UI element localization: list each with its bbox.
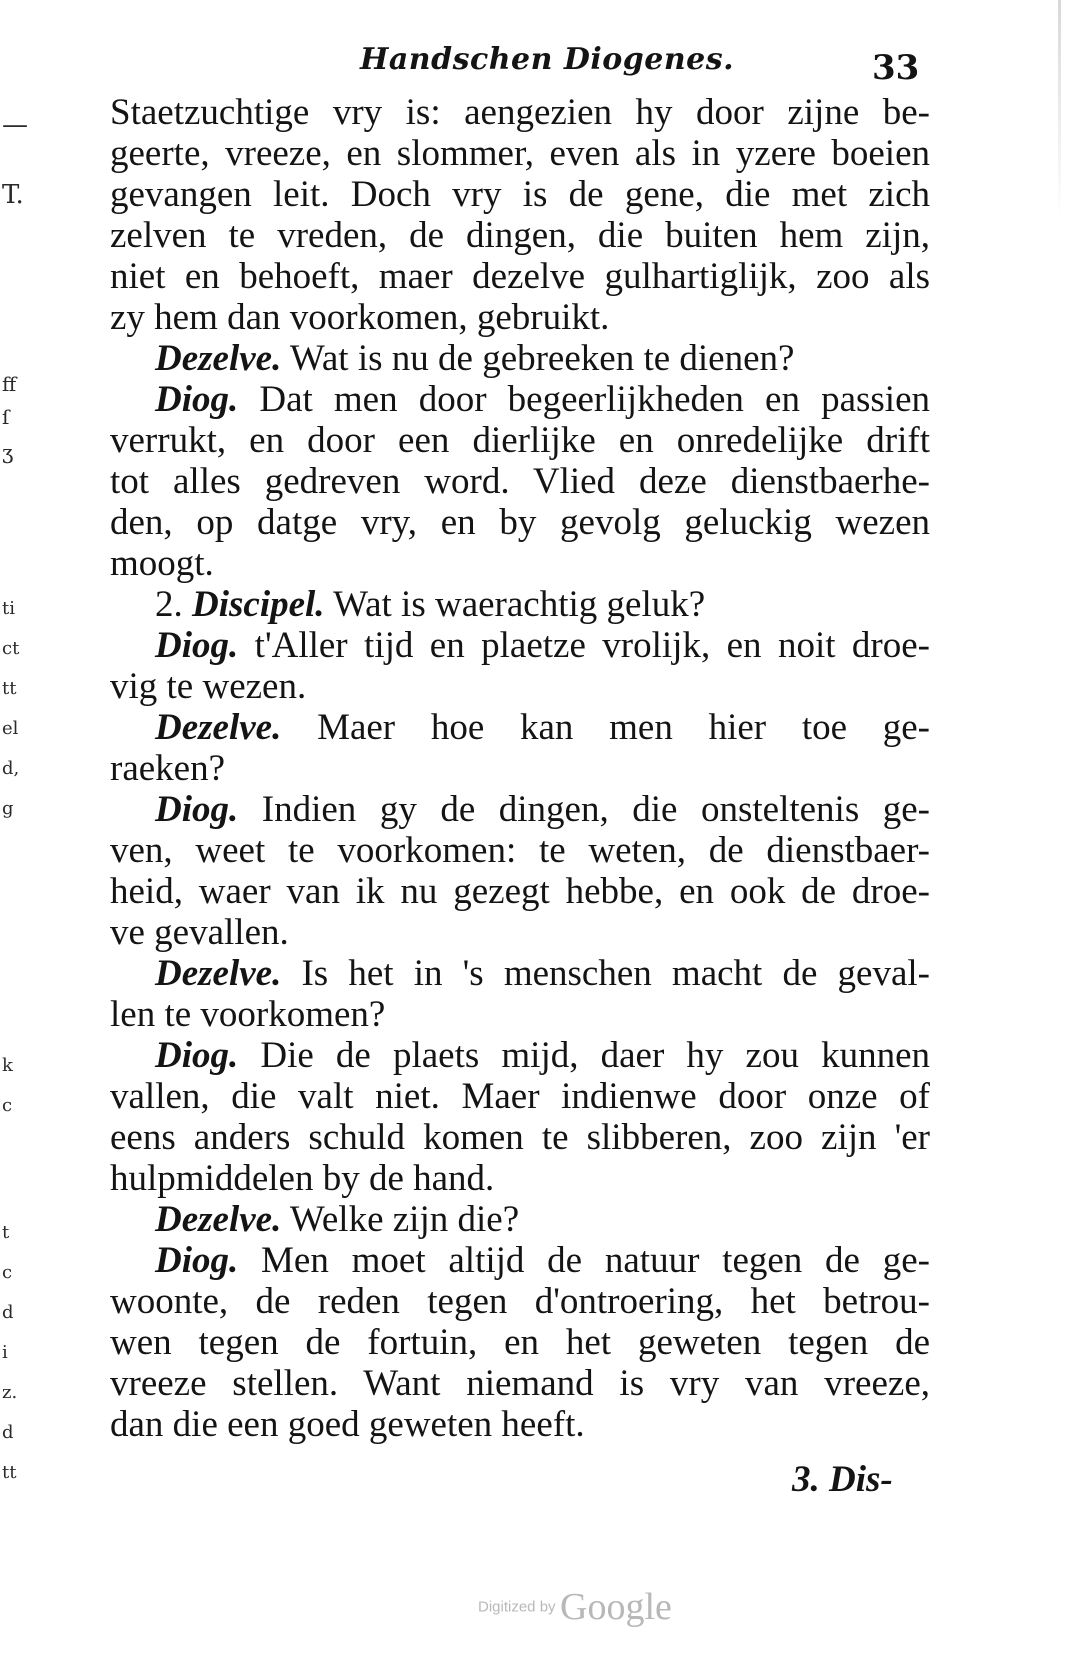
- text-run: eens anders schuld komen te slibberen, zoo zijn 'er: [110, 1117, 930, 1158]
- speaker-name: Dezelve.: [155, 707, 282, 748]
- text-run: heid, waer van ik nu gezegt hebbe, en ook de droe-: [110, 871, 930, 912]
- text-run: ven, weet te voorkomen: te weten, de dienstbaer-: [110, 830, 930, 871]
- margin-mark: el: [2, 718, 19, 739]
- text-line: [110, 379, 930, 420]
- text-line: [110, 666, 930, 707]
- text-run: Indien gy de dingen, die onsteltenis ge-: [238, 789, 930, 830]
- text-run: Men moet altijd de natuur tegen de ge-: [238, 1240, 930, 1281]
- text-run: 2.: [155, 584, 192, 625]
- text-run: gevangen leit. Doch vry is de gene, die met zich: [110, 174, 930, 215]
- speaker-name: Discipel.: [192, 584, 325, 625]
- text-run: hulpmiddelen by de hand.: [110, 1158, 495, 1199]
- speaker-name: Diog.: [155, 1240, 239, 1281]
- margin-mark: d: [2, 1302, 14, 1323]
- text-line: [110, 502, 930, 543]
- speaker-name: Diog.: [155, 789, 239, 830]
- text-run: verrukt, en door een dierlijke en onredelijke drift: [110, 420, 930, 461]
- text-line: [110, 420, 930, 461]
- text-run: Is het in 's menschen macht de geval-: [281, 953, 930, 994]
- text-run: zy hem dan voorkomen, gebruikt.: [110, 297, 610, 338]
- text-line: [110, 133, 930, 174]
- text-line: [110, 1240, 930, 1281]
- text-line: [110, 953, 930, 994]
- digitization-watermark: [478, 1585, 672, 1629]
- text-run: Welke zijn die?: [281, 1199, 520, 1240]
- text-line: [110, 1035, 930, 1076]
- speaker-name: Dezelve.: [155, 1199, 282, 1240]
- text-line: [110, 1363, 930, 1404]
- speaker-name: Dezelve.: [155, 338, 282, 379]
- speaker-name: Diog.: [155, 379, 239, 420]
- text-run: geerte, vreeze, en slommer, even als in yzere boeien: [110, 133, 930, 174]
- text-line: [110, 912, 930, 953]
- speaker-name: Diog.: [155, 625, 239, 666]
- margin-mark: d,: [2, 758, 20, 779]
- margin-mark: z.: [2, 1382, 18, 1403]
- text-line: [110, 1199, 930, 1240]
- text-run: zelven te vreden, de dingen, die buiten hem zijn,: [110, 215, 930, 256]
- text-run: vig te wezen.: [110, 666, 307, 707]
- text-line: [110, 297, 930, 338]
- text-run: Wat is nu de gebreeken te dienen?: [281, 338, 795, 379]
- text-line: [110, 1322, 930, 1363]
- text-line: [110, 1158, 930, 1199]
- margin-mark: i: [2, 1342, 8, 1363]
- text-line: [110, 789, 930, 830]
- text-line: [110, 256, 930, 297]
- text-line: [110, 830, 930, 871]
- text-run: den, op datge vry, en by gevolg geluckig wezen: [110, 502, 930, 543]
- margin-mark: c: [2, 1095, 13, 1116]
- text-line: [110, 584, 930, 625]
- page-number: 33: [872, 48, 920, 88]
- text-run: t'Aller tijd en plaetze vrolijk, en noit droe-: [238, 625, 930, 666]
- speaker-name: Dezelve.: [155, 953, 282, 994]
- body-text: [110, 92, 930, 1445]
- margin-mark: tt: [2, 1462, 17, 1483]
- watermark-prefix: Digitized by: [478, 1598, 556, 1616]
- text-run: ve gevallen.: [110, 912, 289, 953]
- text-run: moogt.: [110, 543, 214, 584]
- text-run: vreeze stellen. Want niemand is vry van vreeze,: [110, 1363, 930, 1404]
- text-line: [110, 1281, 930, 1322]
- watermark-logo: Google: [560, 1586, 672, 1628]
- text-run: woonte, de reden tegen d'ontroering, het betrou-: [110, 1281, 930, 1322]
- text-line: [110, 461, 930, 502]
- text-run: niet en behoeft, maer dezelve gulhartiglijk, zoo als: [110, 256, 930, 297]
- text-line: [110, 994, 930, 1035]
- text-line: [110, 707, 930, 748]
- text-line: [110, 1076, 930, 1117]
- text-line: [110, 338, 930, 379]
- margin-mark: tt: [2, 678, 17, 699]
- text-run: len te voorkomen?: [110, 994, 386, 1035]
- text-run: Dat men door begeerlijkheden en passien: [238, 379, 930, 420]
- speaker-name: Diog.: [155, 1035, 239, 1076]
- text-run: Wat is waerachtig geluk?: [324, 584, 706, 625]
- text-line: [110, 748, 930, 789]
- margin-mark: t: [2, 1222, 10, 1243]
- running-head: Handschen Diogenes.: [360, 42, 735, 77]
- margin-mark: T.: [2, 180, 24, 210]
- text-line: [110, 625, 930, 666]
- text-line: [110, 1117, 930, 1158]
- margin-mark: ct: [2, 638, 20, 659]
- margin-mark: c: [2, 1262, 13, 1283]
- text-line: [110, 871, 930, 912]
- text-run: tot alles gedreven word. Vlied deze dienstbaerhe-: [110, 461, 930, 502]
- margin-mark: k: [2, 1055, 13, 1076]
- text-run: dan die een goed geweten heeft.: [110, 1404, 585, 1445]
- text-line: [110, 543, 930, 584]
- text-run: vallen, die valt niet. Maer indienwe door onze of: [110, 1076, 930, 1117]
- text-run: raeken?: [110, 748, 226, 789]
- margin-mark: d: [2, 1422, 14, 1443]
- margin-mark: ſ: [2, 405, 10, 429]
- text-line: [110, 174, 930, 215]
- text-line: [110, 92, 930, 133]
- margin-mark: ʒ: [2, 440, 14, 464]
- catchword: 3. Dis-: [792, 1459, 893, 1500]
- left-margin-bleed-through: [0, 0, 30, 1673]
- page-edge-shadow: [1058, 0, 1061, 220]
- text-run: Die de plaets mijd, daer hy zou kunnen: [238, 1035, 930, 1076]
- margin-dash: —: [2, 110, 28, 140]
- margin-mark: ti: [2, 598, 15, 619]
- text-run: wen tegen de fortuin, en het geweten tegen de: [110, 1322, 930, 1363]
- text-line: [110, 215, 930, 256]
- margin-mark: ff: [2, 372, 17, 396]
- text-line: [110, 1404, 930, 1445]
- text-run: Staetzuchtige vry is: aengezien hy door zijne be-: [110, 92, 930, 133]
- margin-mark: g: [2, 798, 14, 819]
- text-run: Maer hoe kan men hier toe ge-: [281, 707, 930, 748]
